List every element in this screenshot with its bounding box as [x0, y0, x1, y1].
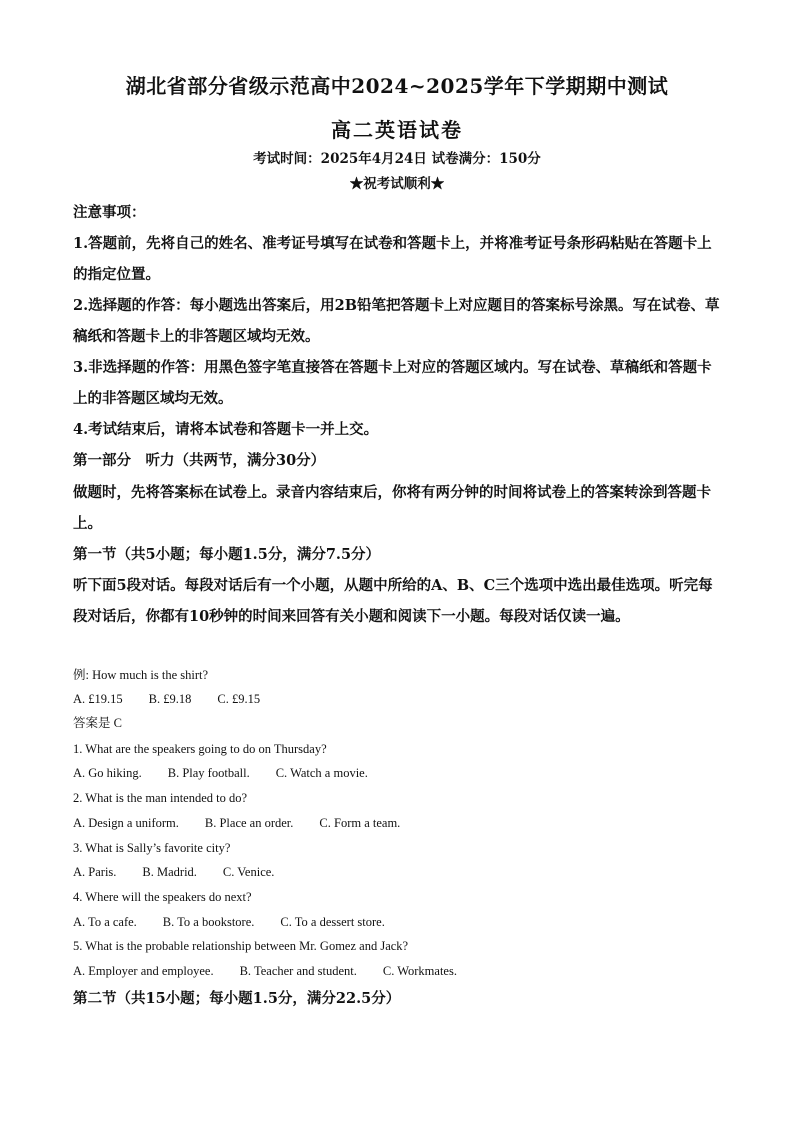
part1-instruction: 做题时，先将答案标在试卷上。录音内容结束后，你将有两分钟的时间将试卷上的答案转涂到答题卡上。 — [73, 484, 711, 532]
note-item-2: 2.选择题的作答：每小题选出答案后，用2B铅笔把答题卡上对应题目的答案标号涂黑。写在试卷、草稿纸和答题卡上的非答题区域均无效。 — [73, 297, 720, 345]
note-item-1: 1.答题前，先将自己的姓名、准考证号填写在试卷和答题卡上，并将准考证号条形码粘贴在答题卡上的指定位置。 — [73, 235, 712, 283]
example-answer: 答案是 C — [73, 716, 122, 730]
option-c: C. Workmates. — [382, 964, 457, 978]
question-1-options — [73, 761, 723, 785]
notes-heading: 注意事项： — [73, 204, 146, 221]
option-b: B. To a bookstore. — [162, 915, 255, 929]
option-a: A. Employer and employee. — [73, 964, 214, 978]
option-a: A. Design a uniform. — [73, 816, 179, 830]
part1-heading: 第一部分 听力（共两节，满分30分） — [73, 452, 326, 469]
section2-heading: 第二节（共15小题；每小题1.5分，满分22.5分） — [73, 990, 401, 1007]
question-4-options — [73, 910, 723, 934]
option-c: C. Watch a movie. — [275, 766, 368, 780]
section1-instruction: 听下面5段对话。每段对话后有一个小题，从题中所给的A、B、C三个选项中选出最佳选项。听完每段对话后，你都有10秒钟的时间来回答有关小题和阅读下一小题。每段对话仅读一遍。 — [73, 577, 713, 625]
option-c: C. To a dessert store. — [280, 915, 385, 929]
example-option-b: B. £9.18 — [148, 692, 192, 706]
example-option-c: C. £9.15 — [217, 692, 261, 706]
example-question: 例: How much is the shirt? — [73, 668, 209, 682]
question-5: 5. What is the probable relationship between Mr. Gomez and Jack? — [73, 939, 409, 953]
note-item-3: 3.非选择题的作答：用黑色签字笔直接答在答题卡上对应的答题区域内。写在试卷、草稿纸和答题卡上的非答题区域均无效。 — [73, 359, 712, 407]
question-5-options — [73, 959, 723, 983]
question-3-options — [73, 860, 723, 884]
example-options — [73, 687, 723, 711]
option-c: C. Form a team. — [319, 816, 401, 830]
good-luck-line: ★祝考试顺利★ — [349, 176, 445, 192]
option-b: B. Place an order. — [204, 816, 294, 830]
option-a: A. Go hiking. — [73, 766, 142, 780]
question-1: 1. What are the speakers going to do on Thursday? — [73, 742, 327, 756]
section1-heading: 第一节（共5小题；每小题1.5分，满分7.5分） — [73, 546, 381, 563]
option-c: C. Venice. — [222, 865, 275, 879]
exam-subtitle: 高二英语试卷 — [331, 118, 463, 142]
option-b: B. Play football. — [167, 766, 250, 780]
question-2: 2. What is the man intended to do? — [73, 791, 248, 805]
question-4: 4. Where will the speakers do next? — [73, 890, 252, 904]
option-a: A. Paris. — [73, 865, 117, 879]
example-option-a: A. £19.15 — [73, 692, 123, 706]
question-3: 3. What is Sally’s favorite city? — [73, 841, 231, 855]
option-b: B. Teacher and student. — [239, 964, 357, 978]
exam-info: 考试时间：2025年4月24日 试卷满分：150分 — [253, 151, 541, 167]
question-2-options — [73, 811, 723, 835]
exam-title: 湖北省部分省级示范高中2024~2025学年下学期期中测试 — [125, 74, 669, 98]
option-b: B. Madrid. — [142, 865, 197, 879]
note-item-4: 4.考试结束后，请将本试卷和答题卡一并上交。 — [73, 421, 379, 438]
option-a: A. To a cafe. — [73, 915, 137, 929]
